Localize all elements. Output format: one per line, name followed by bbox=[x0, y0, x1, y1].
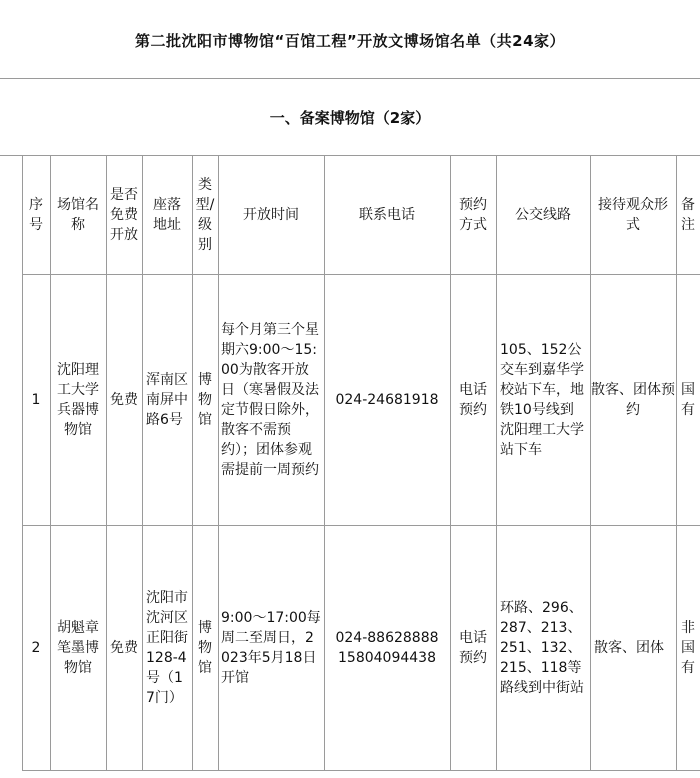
grid-line bbox=[22, 770, 700, 771]
grid-line bbox=[0, 78, 700, 79]
header-address: 座落地址 bbox=[153, 196, 181, 233]
row2-address: 沈阳市沈河区正阳街128-4号（17门） bbox=[146, 589, 188, 706]
row2-hours: 9:00～17:00每周二至周日，2023年5月18日开馆 bbox=[221, 609, 321, 686]
row1-free: 免费 bbox=[110, 391, 138, 408]
header-name: 场馆名称 bbox=[57, 196, 99, 233]
header-type: 类型/级别 bbox=[195, 176, 215, 253]
page-title: 第二批沈阳市博物馆“百馆工程”开放文博场馆名单（共24家） bbox=[134, 32, 566, 50]
row2-free: 免费 bbox=[110, 639, 138, 656]
section-title: 一、备案博物馆（2家） bbox=[269, 109, 431, 127]
row1-address: 浑南区南屏中路6号 bbox=[146, 371, 188, 428]
row1-hours: 每个月第三个星期六9:00～15:00为散客开放日（寒暑假及法定节假日除外，散客不需预约）；团体参观需提前一周预约 bbox=[221, 321, 319, 478]
header-bus: 公交线路 bbox=[515, 206, 571, 223]
row2-name: 胡魁章笔墨博物馆 bbox=[57, 619, 99, 676]
row1-index: 1 bbox=[31, 391, 41, 408]
header-note: 备注 bbox=[681, 196, 695, 233]
row1-name: 沈阳理工大学兵器博物馆 bbox=[57, 361, 99, 438]
row2-reception: 散客、团体 bbox=[594, 639, 664, 656]
header-booking: 预约方式 bbox=[459, 196, 487, 233]
row2-booking: 电话预约 bbox=[459, 629, 487, 666]
row1-bus: 105、152公交车到嘉华学校站下车，地铁10号线到沈阳理工大学站下车 bbox=[500, 341, 584, 458]
header-hours: 开放时间 bbox=[243, 206, 299, 223]
row1-booking: 电话预约 bbox=[459, 381, 487, 418]
header-phone: 联系电话 bbox=[359, 206, 415, 223]
row2-type: 博物馆 bbox=[198, 619, 212, 676]
row2-note: 非国有 bbox=[681, 619, 695, 676]
row2-phone: 024-88628888 15804094438 bbox=[335, 629, 439, 666]
row2-bus: 环路、296、287、213、251、132、215、118等路线到中街站 bbox=[500, 599, 584, 696]
header-free: 是否免费开放 bbox=[110, 186, 138, 243]
row1-note: 国有 bbox=[681, 381, 695, 418]
header-index: 序号 bbox=[29, 196, 43, 233]
header-reception: 接待观众形式 bbox=[598, 196, 668, 233]
row1-type: 博物馆 bbox=[198, 371, 212, 428]
row2-index: 2 bbox=[31, 639, 41, 656]
row1-reception: 散客、团体预约 bbox=[591, 381, 675, 418]
row1-phone: 024-24681918 bbox=[335, 391, 439, 408]
